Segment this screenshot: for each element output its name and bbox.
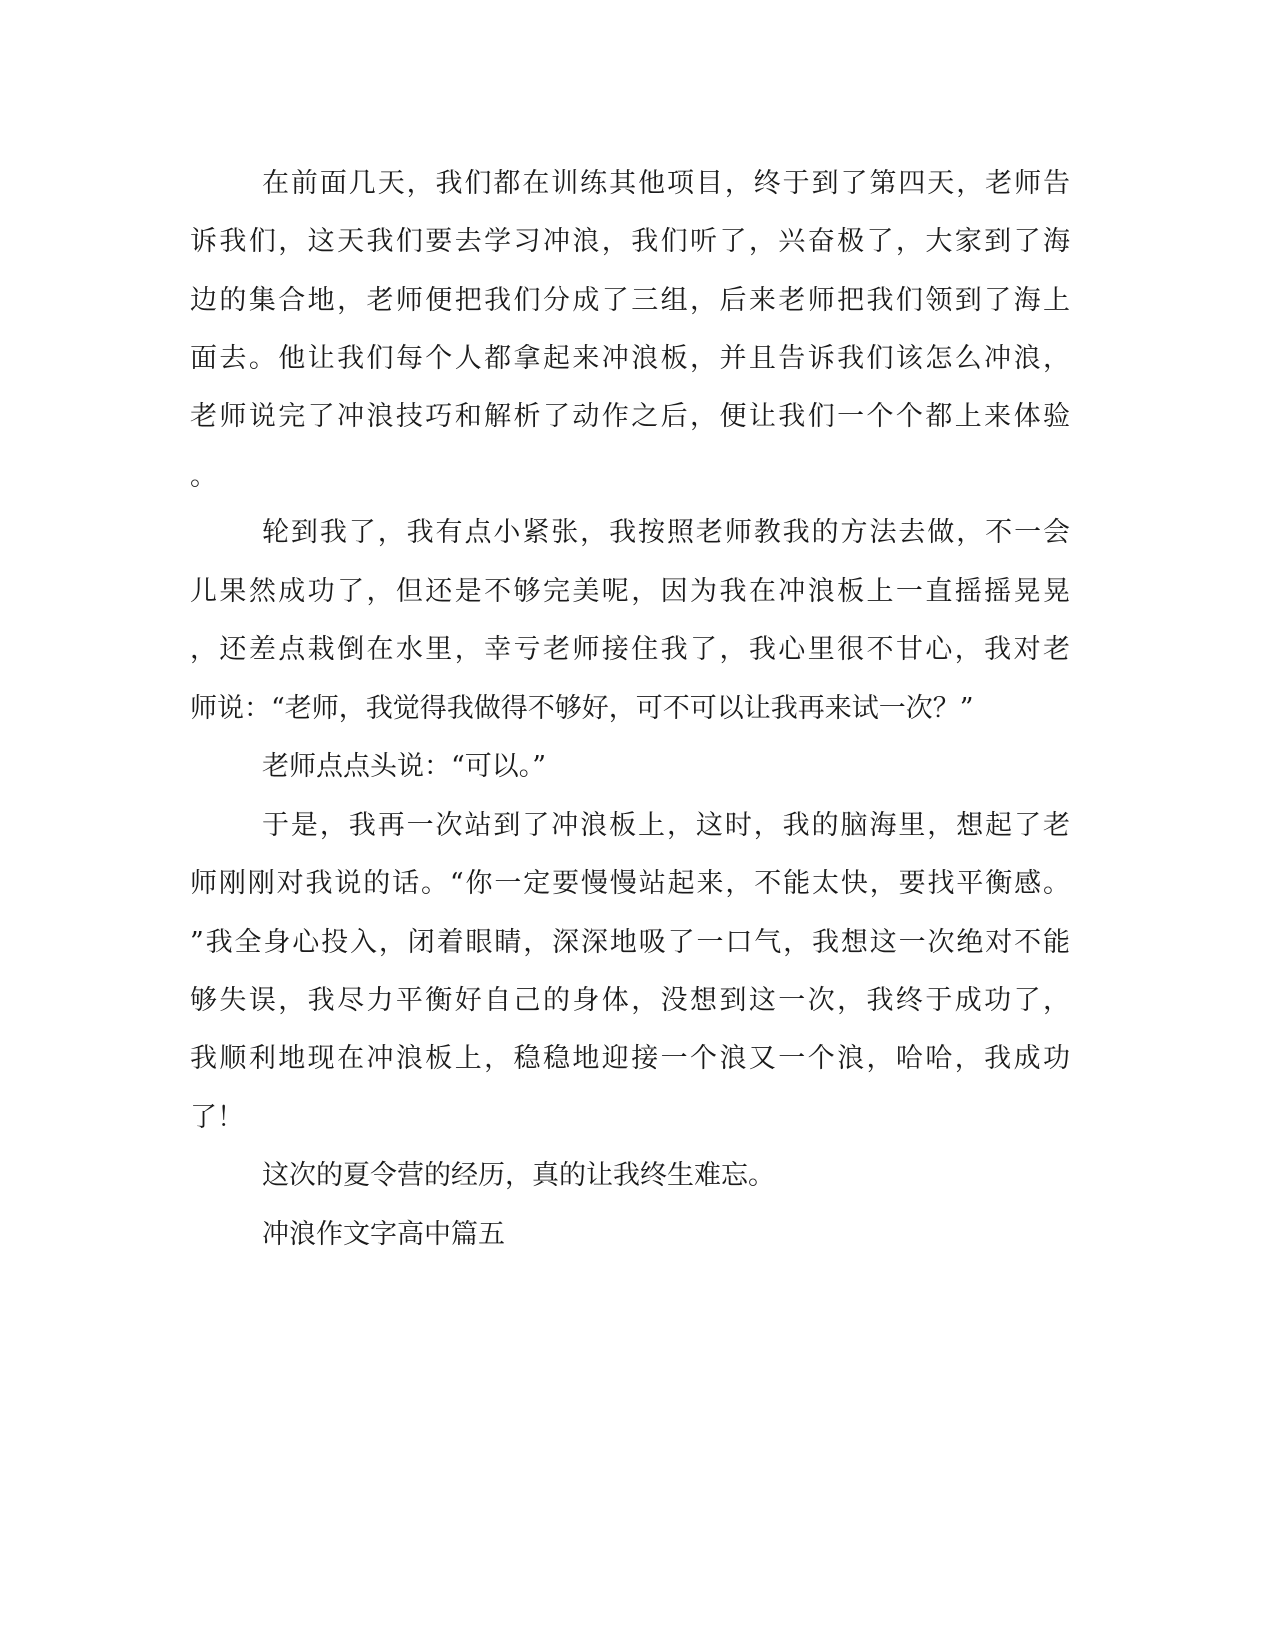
- paragraph-2-line-1: 轮到我了，我有点小紧张，我按照老师教我的方法去做，不一会: [262, 517, 1070, 548]
- paragraph-1-line-3: 边的集合地，老师便把我们分成了三组，后来老师把我们领到了海上: [190, 285, 1070, 316]
- paragraph-4-line-2: 师刚刚对我说的话。“你一定要慢慢站起来，不能太快，要找平衡感。: [190, 868, 1070, 899]
- paragraph-4-line-6: 了！: [190, 1102, 244, 1133]
- paragraph-2-line-4: 师说：“老师，我觉得我做得不够好，可不可以让我再来试一次？”: [190, 693, 974, 724]
- paragraph-1-line-5: 老师说完了冲浪技巧和解析了动作之后，便让我们一个个都上来体验: [190, 401, 1070, 432]
- paragraph-2-line-2: 儿果然成功了，但还是不够完美呢，因为我在冲浪板上一直摇摇晃晃: [190, 576, 1070, 607]
- paragraph-4-line-3: ”我全身心投入，闭着眼睛，深深地吸了一口气，我想这一次绝对不能: [190, 927, 1070, 958]
- paragraph-1-line-6: 。: [190, 461, 217, 492]
- paragraph-4-line-1: 于是，我再一次站到了冲浪板上，这时，我的脑海里，想起了老: [262, 810, 1070, 841]
- paragraph-4-line-4: 够失误，我尽力平衡好自己的身体，没想到这一次，我终于成功了，: [190, 985, 1070, 1016]
- paragraph-3-line-1: 老师点点头说：“可以。”: [262, 751, 547, 782]
- paragraph-2-line-3: ，还差点栽倒在水里，幸亏老师接住我了，我心里很不甘心，我对老: [190, 634, 1070, 665]
- paragraph-4-line-5: 我顺利地现在冲浪板上，稳稳地迎接一个浪又一个浪，哈哈，我成功: [190, 1043, 1070, 1074]
- paragraph-1-line-4: 面去。他让我们每个人都拿起来冲浪板，并且告诉我们该怎么冲浪，: [190, 343, 1070, 374]
- paragraph-1-line-2: 诉我们，这天我们要去学习冲浪，我们听了，兴奋极了，大家到了海: [190, 226, 1070, 257]
- section-title: 冲浪作文字高中篇五: [262, 1219, 505, 1250]
- paragraph-5-line-1: 这次的夏令营的经历，真的让我终生难忘。: [262, 1160, 775, 1191]
- paragraph-1-line-1: 在前面几天，我们都在训练其他项目，终于到了第四天，老师告: [262, 168, 1070, 199]
